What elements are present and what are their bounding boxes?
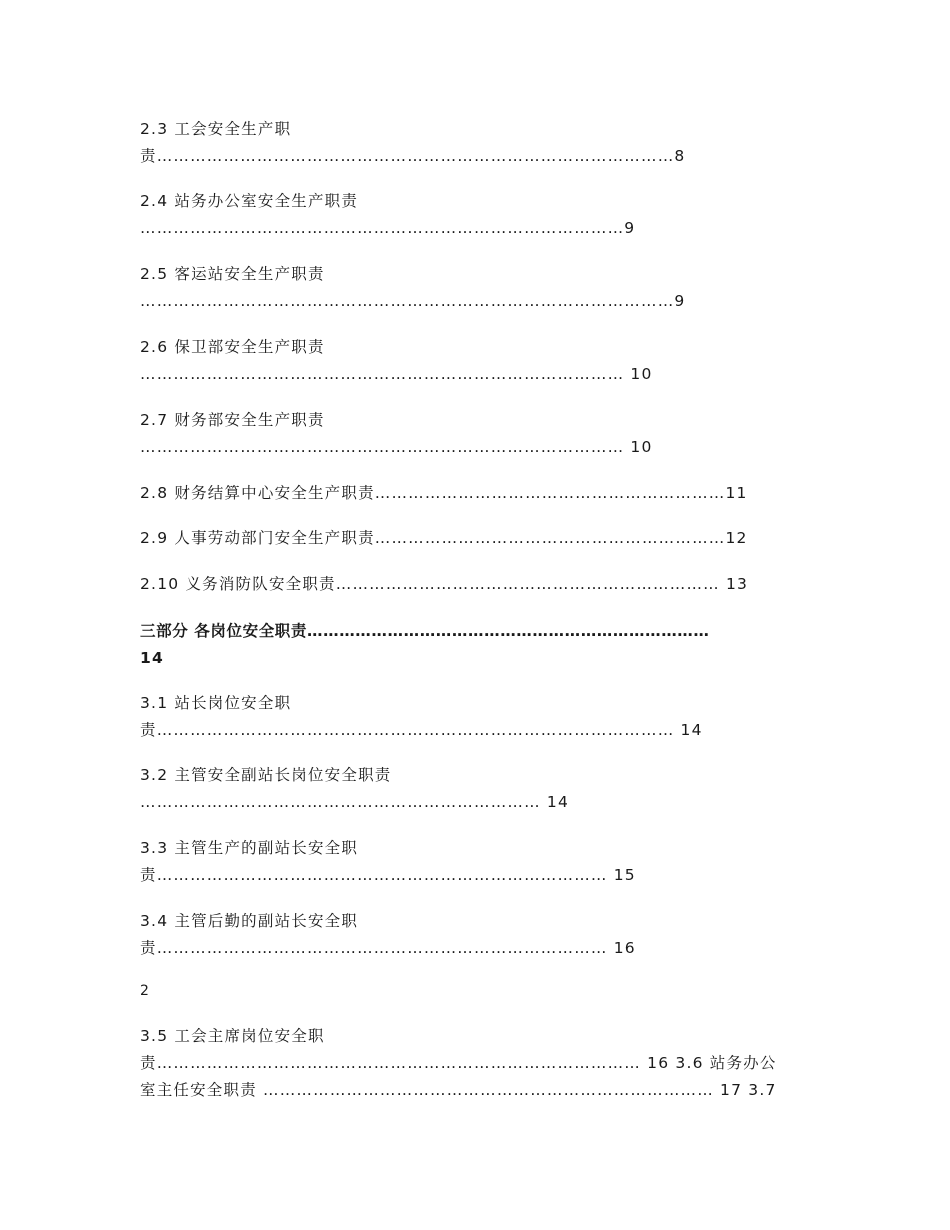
toc-entry-2-3-leader: 责…………………………………………………………………………………8	[140, 147, 686, 165]
toc-entry-3-6-leader: 室主任安全职责 ……………………………………………………………………… 17 3.7	[140, 1081, 777, 1099]
toc-entry-2-6-leader: …………………………………………………………………………… 10	[140, 365, 653, 383]
toc-entry-3-4-leader: 责……………………………………………………………………… 16	[140, 939, 636, 957]
toc-entry-3-4-title: 3.4 主管后勤的副站长安全职	[140, 912, 359, 930]
toc-entry-2-4-title: 2.4 站务办公室安全生产职责	[140, 192, 359, 210]
toc-entry-3-5-leader: 责…………………………………………………………………………… 16 3.6 站务办公	[140, 1054, 777, 1072]
toc-entry-2-5-title: 2.5 客运站安全生产职责	[140, 265, 325, 283]
toc-entry-2-8: 2.8 财务结算中心安全生产职责………………………………………………………11	[140, 484, 748, 502]
toc-entry-3-3-title: 3.3 主管生产的副站长安全职	[140, 839, 359, 857]
toc-entry-2-6-title: 2.6 保卫部安全生产职责	[140, 338, 325, 356]
toc-section-3-title: 三部分 各岗位安全职责…………………………………………………………………	[140, 622, 710, 640]
toc-entry-3-5-title: 3.5 工会主席岗位安全职	[140, 1027, 325, 1045]
toc-entry-2-7-leader: …………………………………………………………………………… 10	[140, 438, 653, 456]
toc-entry-2-3-title: 2.3 工会安全生产职	[140, 120, 292, 138]
toc-entry-2-4-leader: ……………………………………………………………………………9	[140, 219, 636, 237]
toc-entry-2-7-title: 2.7 财务部安全生产职责	[140, 411, 325, 429]
page-number: 2	[140, 983, 149, 999]
toc-entry-3-2-leader: ……………………………………………………………… 14	[140, 793, 570, 811]
toc-section-3-page: 14	[140, 649, 164, 667]
toc-entry-3-1-leader: 责………………………………………………………………………………… 14	[140, 721, 703, 739]
toc-entry-3-2-title: 3.2 主管安全副站长岗位安全职责	[140, 766, 392, 784]
toc-entry-2-10: 2.10 义务消防队安全职责…………………………………………………………… 13	[140, 575, 749, 593]
toc-entry-2-9: 2.9 人事劳动部门安全生产职责………………………………………………………12	[140, 529, 748, 547]
toc-entry-3-3-leader: 责……………………………………………………………………… 15	[140, 866, 636, 884]
toc-entry-3-1-title: 3.1 站长岗位安全职	[140, 694, 292, 712]
toc-entry-2-5-leader: ……………………………………………………………………………………9	[140, 292, 686, 310]
